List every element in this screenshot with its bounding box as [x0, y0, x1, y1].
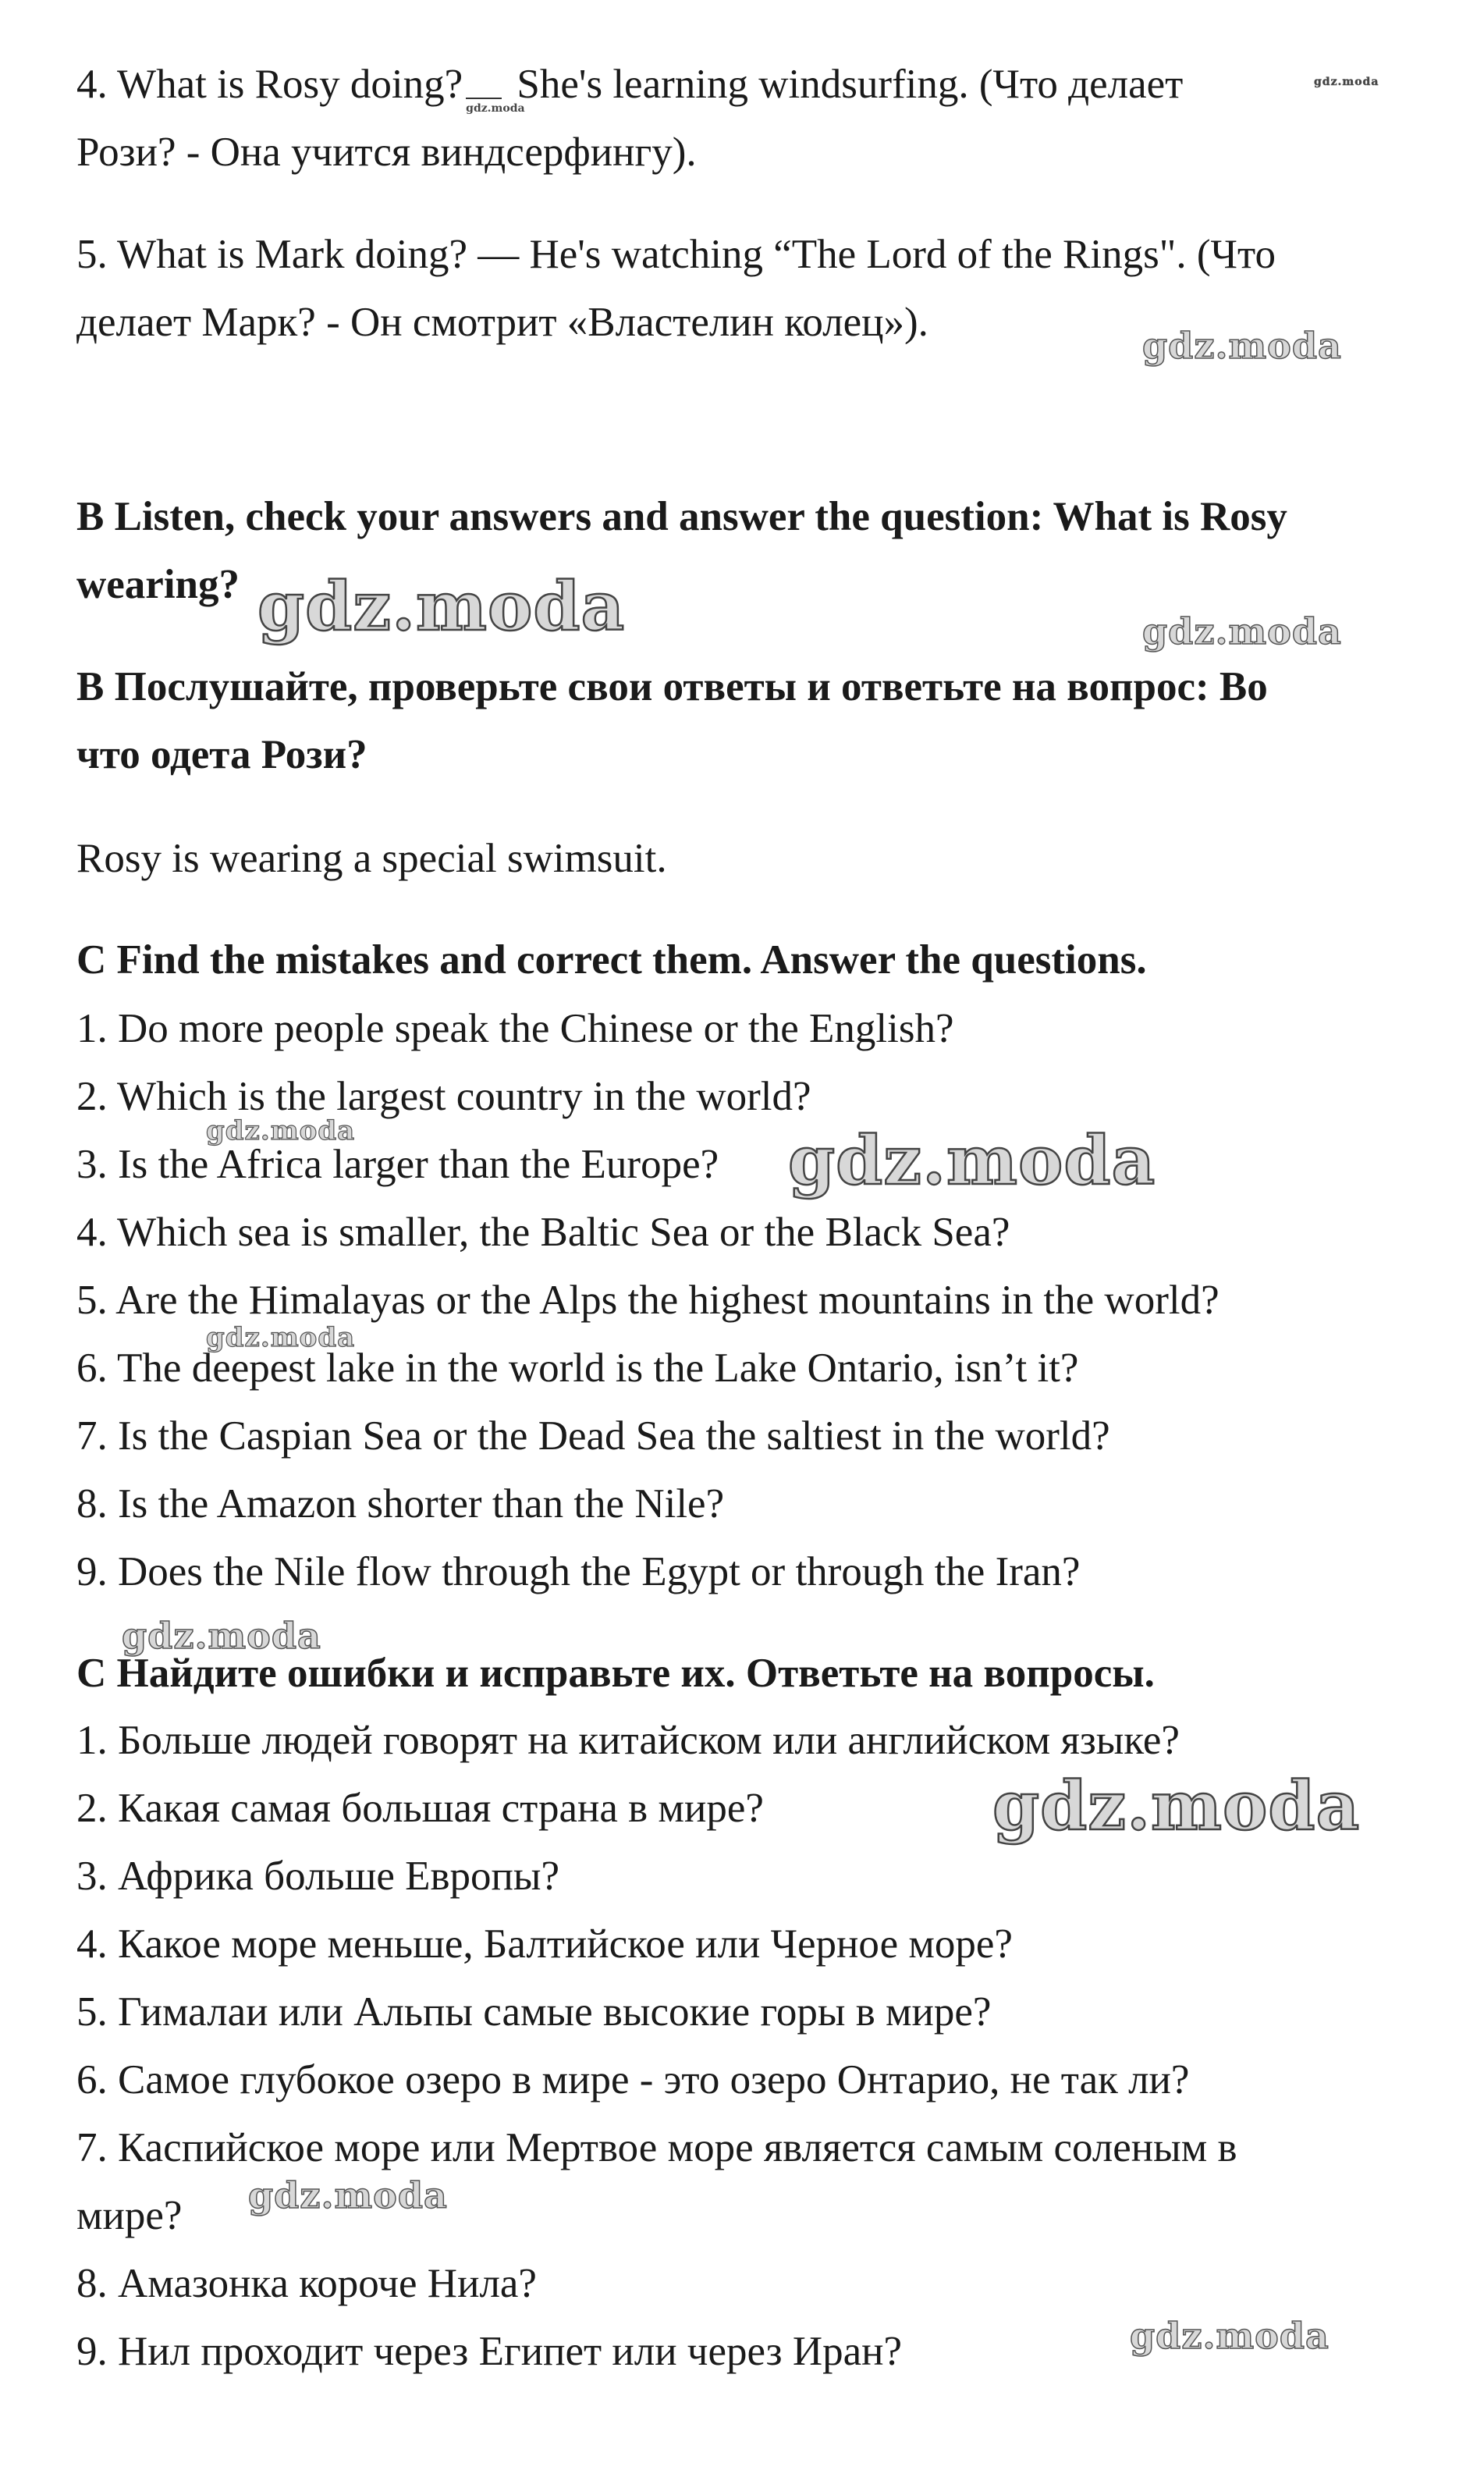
part-c-ru-item: 5. Гималаи или Альпы самые высокие горы в мире?: [76, 1989, 992, 2035]
part-b-heading-ru-line-1: В Послушайте, проверьте свои ответы и ответьте на вопрос: Во: [76, 664, 1268, 709]
answer-4-line-1: [76, 59, 1184, 115]
part-c-heading-en: C Find the mistakes and correct them. Answer the questions.: [76, 937, 1147, 983]
watermark-logo: gdz.moda: [1142, 325, 1342, 367]
watermark-logo: gdz.moda: [257, 567, 626, 646]
part-c-ru-item: 3. Африка больше Европы?: [76, 1854, 560, 1899]
part-c-heading-ru: С Найдите ошибки и исправьте их. Ответьте на вопросы.: [76, 1651, 1155, 1696]
watermark-logo: gdz.moda: [1314, 76, 1379, 88]
part-c-en-item: 6. The deepest lake in the world is the Lake Ontario, isn’t it?: [76, 1345, 1079, 1391]
part-c-ru-item: 6. Самое глубокое озеро в мире - это озеро Онтарио, не так ли?: [76, 2057, 1190, 2102]
part-c-ru-item: 8. Амазонка короче Нила?: [76, 2261, 537, 2306]
part-c-en-item: 9. Does the Nile flow through the Egypt or through the Iran?: [76, 1549, 1081, 1594]
part-c-en-item: 2. Which is the largest country in the world?: [76, 1074, 811, 1119]
part-c-en-item: 3. Is the Africa larger than the Europe?: [76, 1142, 719, 1187]
part-c-ru-item: 9. Нил проходит через Египет или через Иран?: [76, 2329, 903, 2374]
part-c-en-item: 5. Are the Himalayas or the Alps the highest mountains in the world?: [76, 1278, 1220, 1323]
part-c-ru-item: 7. Каспийское море или Мертвое море является самым соленым в: [76, 2125, 1237, 2170]
part-b-answer: Rosy is wearing a special swimsuit.: [76, 836, 667, 881]
watermark-logo: gdz.moda: [1130, 2315, 1330, 2357]
answer-5-line-2: делает Марк? - Он смотрит «Властелин колец»).: [76, 300, 928, 345]
answer-4-question: 4. What is Rosy doing?: [76, 62, 463, 107]
watermark-logo: gdz.moda: [992, 1767, 1361, 1846]
part-c-en-item: 7. Is the Caspian Sea or the Dead Sea the saltiest in the world?: [76, 1413, 1110, 1459]
part-c-en-item: 4. Which sea is smaller, the Baltic Sea or the Black Sea?: [76, 1210, 1010, 1255]
part-b-heading-en-line-1: B Listen, check your answers and answer the question: What is Rosy: [76, 494, 1287, 539]
watermark-logo: gdz.moda: [206, 1115, 356, 1146]
part-b-heading-ru-line-2: что одета Рози?: [76, 732, 367, 777]
part-c-ru-item: 2. Какая самая большая страна в мире?: [76, 1786, 764, 1831]
part-c-en-item: 8. Is the Amazon shorter than the Nile?: [76, 1481, 725, 1527]
watermark-logo: gdz.moda: [788, 1121, 1156, 1200]
part-c-ru-item: 4. Какое море меньше, Балтийское или Черное море?: [76, 1921, 1013, 1967]
answer-4-answer: She's learning windsurfing. (Что делает: [506, 62, 1184, 107]
part-c-ru-item: 1. Больше людей говорят на китайском или английском языке?: [76, 1718, 1180, 1763]
watermark-logo: gdz.moda: [248, 2174, 448, 2216]
part-c-en-item: 1. Do more people speak the Chinese or the English?: [76, 1006, 954, 1051]
answer-5-line-1: 5. What is Mark doing? — He's watching “The Lord of the Rings". (Что: [76, 232, 1276, 277]
answer-4-line-2: Рози? - Она учится виндсерфингу).: [76, 130, 697, 175]
watermark-logo: gdz.moda: [206, 1322, 356, 1353]
part-c-ru-item-continuation: мире?: [76, 2193, 183, 2238]
watermark-logo: gdz.moda: [1142, 610, 1342, 652]
watermark-inline: gdz.moda: [466, 101, 525, 115]
watermark-logo: gdz.moda: [122, 1615, 321, 1657]
part-b-heading-en-line-2: wearing?: [76, 562, 240, 607]
